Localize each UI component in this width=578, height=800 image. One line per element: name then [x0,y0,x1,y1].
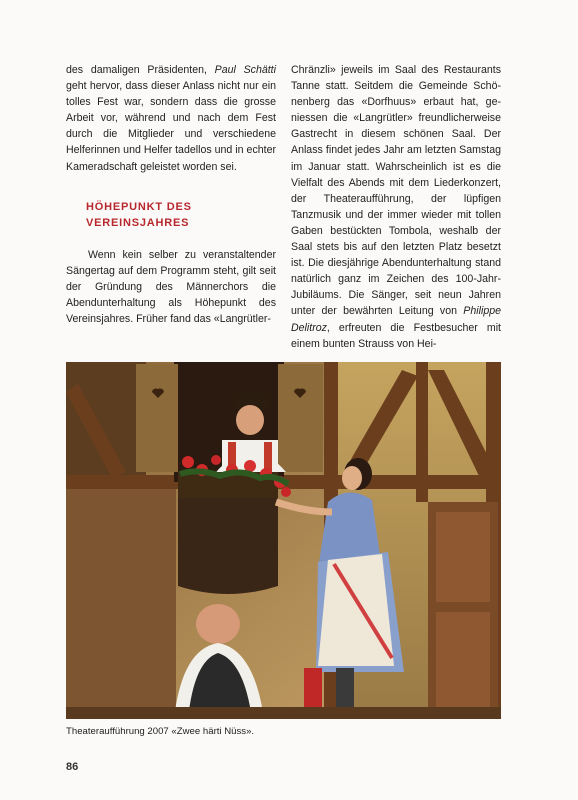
paragraph-1: des damaligen Präsidenten, Paul Schätti geht hervor, dass dieser Anlass nicht nur ein tolles Fest war, sondern dass die grosse Arbeit vor, während und nach dem Fest durch die Mitglieder und verschiedene Helferinnen und Helfer tadellos und in echter Kameradschaft geleistet worden sei. [66,64,276,173]
paragraph-3: Chränzli» jeweils im Saal des Restaurants Tanne statt. Seitdem die Gemeinde Schönenberg das «Dorfhuus» erbaut hat, geniessen die «Langrütler» freundlicherweise Gastrecht in diesem schönen Saal. Der Anlass findet jedes Jahr am letzten Samstag im Januar statt. Wahrscheinlich ist es die Vielfalt des Abends mit dem Liederkonzert, der Theateraufführung, der lüpfigen Tanzmusik und der immer wieder mit tollen Gaben bestückten Tombola, weshalb der Saal stets bis auf den letzten Platz besetzt ist. Die diesjährige Abendunterhaltung stand natürlich ganz im Zeichen des 100-Jahr-Jubiläums. Die Sänger, seit neun Jahren unter der bewährten Leitung von Philippe Delitroz, erfreuten die Festbesucher mit einem bunten Strauss von Hei- [291,64,501,350]
person-name-delitroz: Philippe Delitroz [291,305,501,334]
right-column [291,62,501,352]
stage-scene-illustration [66,362,501,719]
section-heading: HÖHEPUNKT DES VEREINSJAHRES [86,200,192,229]
person-name-schaetti: Paul Schätti [214,64,276,76]
theater-photo [66,362,501,719]
photo-caption: Theateraufführung 2007 «Zwee härti Nüss». [66,726,255,737]
left-column [66,62,276,327]
paragraph-2: Wenn kein selber zu veranstaltender Sängertag auf dem Programm steht, gilt seit der Gründung des Männerchors die Abendunterhaltung als Höhepunkt des Vereinsjahres. Früher fand das «Langrütler- [66,248,276,326]
page-number: 86 [66,761,79,773]
